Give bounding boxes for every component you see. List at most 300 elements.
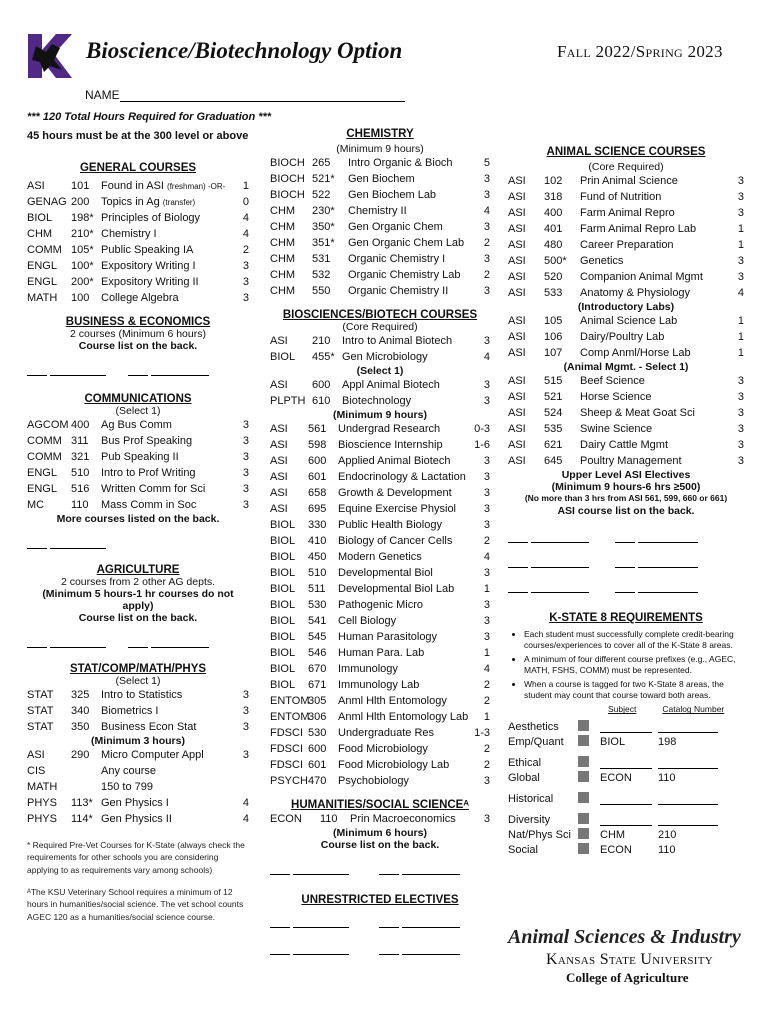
- name-label: NAME: [85, 88, 120, 102]
- course-title: Beef Science: [580, 375, 645, 387]
- course-note: (transfer): [162, 198, 196, 207]
- course-prefix: ASI: [508, 315, 526, 327]
- course-credits: 1: [737, 347, 744, 359]
- kstate8-catalog-number[interactable]: 110: [658, 772, 676, 785]
- course-row: [270, 485, 490, 501]
- course-title: Food Microbiology: [338, 743, 428, 755]
- course-number: 200*: [71, 276, 94, 288]
- course-credits: 3: [737, 391, 744, 403]
- course-row: [270, 501, 490, 517]
- humanities-list-note: Course list on the back.: [320, 839, 440, 851]
- course-row: [270, 549, 490, 565]
- course-prefix: ASI: [508, 347, 526, 359]
- course-number: 522: [312, 189, 331, 201]
- course-row: [508, 373, 744, 389]
- animal-list-note: ASI course list on the back.: [557, 505, 695, 517]
- course-credits: 3: [737, 271, 744, 283]
- course-title: Poultry Management: [580, 455, 682, 467]
- course-row: [27, 178, 249, 194]
- course-title: Any course: [101, 765, 157, 777]
- course-row: [508, 237, 744, 253]
- course-number: 520: [544, 271, 563, 283]
- course-number: 401: [544, 223, 563, 235]
- course-title: Intro to Prof Writing: [101, 467, 196, 479]
- biosciences-select-list: [270, 377, 490, 409]
- course-title: Appl Animal Biotech: [342, 379, 440, 391]
- business-note: 2 courses (Minimum 6 hours): [70, 328, 206, 340]
- course-row: [270, 661, 490, 677]
- name-blank[interactable]: [120, 89, 405, 102]
- department-name: Animal Sciences & Industry: [508, 926, 741, 948]
- kstate8-subject[interactable]: CHM: [600, 829, 626, 842]
- course-title: Swine Science: [580, 423, 653, 435]
- course-prefix: ASI: [270, 439, 288, 451]
- communications-blanks[interactable]: [27, 539, 249, 552]
- course-credits: 3: [483, 189, 490, 201]
- course-title: Public Health Biology: [338, 519, 442, 531]
- course-title: Fund of Nutrition: [580, 191, 662, 203]
- course-credits: 4: [483, 351, 490, 363]
- course-prefix: BIOCH: [270, 173, 305, 185]
- course-prefix: BIOL: [270, 351, 296, 363]
- course-credits: 1-6: [474, 439, 490, 451]
- stat-heading: STAT/COMP/MATH/PHYS: [69, 663, 207, 675]
- kstate8-icon-cell: [578, 843, 600, 857]
- course-prefix: PHYS: [27, 813, 57, 825]
- course-prefix: ASI: [270, 503, 288, 515]
- kstate8-catalog-number[interactable]: 110: [658, 844, 676, 857]
- course-title: [101, 212, 233, 224]
- course-row: [270, 171, 490, 187]
- course-credits: 3: [737, 175, 744, 187]
- general-courses-heading: GENERAL COURSES: [79, 162, 197, 174]
- communications-more: More courses listed on the back.: [56, 513, 220, 525]
- course-credits: 2: [483, 237, 490, 249]
- course-row: [27, 433, 249, 449]
- course-title: Immunology Lab: [338, 679, 420, 691]
- agriculture-min: (Minimum 5 hours-1 hr courses do not apply): [42, 588, 234, 612]
- prevet-footnote: * Required Pre-Vet Courses for K-State (always check the requirements for other schools you are considering applying to as requirements vary among schools): [27, 840, 245, 875]
- kstate8-icon-cell: [578, 756, 600, 770]
- kstate8-area-icon: [578, 735, 589, 746]
- course-number: 521*: [312, 173, 335, 185]
- course-title: Mass Comm in Soc: [101, 499, 197, 511]
- course-title: Farm Animal Repro Lab: [580, 223, 697, 235]
- course-credits: 2: [483, 679, 490, 691]
- animal-core: (Core Required): [588, 161, 664, 173]
- kstate8-icon-cell: [578, 720, 600, 734]
- course-number: 600: [308, 455, 327, 467]
- course-credits: 1-3: [474, 727, 490, 739]
- course-title: Prin Animal Science: [580, 175, 678, 187]
- course-number: 610: [312, 395, 331, 407]
- animal-mgmt-list: [508, 373, 744, 469]
- stat-min: (Minimum 3 hours): [91, 735, 185, 747]
- course-row: [270, 597, 490, 613]
- kstate8-subject[interactable]: [600, 721, 652, 733]
- course-prefix: ASI: [508, 455, 526, 467]
- course-row: [270, 235, 490, 251]
- business-blanks[interactable]: [27, 366, 249, 379]
- course-title: [101, 196, 233, 208]
- course-credits: 4: [483, 551, 490, 563]
- course-title-text: Topics in Ag: [101, 196, 163, 208]
- course-number: 601: [308, 759, 327, 771]
- kstate8-subject[interactable]: ECON: [600, 772, 632, 785]
- course-row: [270, 693, 490, 709]
- university-name: Kansas State University: [546, 951, 714, 968]
- course-prefix: ASI: [508, 175, 526, 187]
- course-row: [270, 203, 490, 219]
- course-row: [270, 757, 490, 773]
- animal-core-list: [508, 173, 744, 301]
- course-prefix: STAT: [27, 721, 54, 733]
- course-prefix: BIOL: [270, 647, 296, 659]
- course-credits: 3: [242, 721, 249, 733]
- course-prefix: ENGL: [27, 467, 57, 479]
- course-row: [27, 449, 249, 465]
- course-prefix: ASI: [508, 223, 526, 235]
- course-title: Intro to Animal Biotech: [342, 335, 453, 347]
- course-credits: 3: [737, 455, 744, 467]
- biosciences-min: (Minimum 9 hours): [333, 409, 427, 421]
- course-title: Gen Biochem: [348, 173, 415, 185]
- kstate8-subject[interactable]: [600, 814, 652, 826]
- course-credits: 3: [242, 435, 249, 447]
- animal-intro-labs: (Introductory Labs): [577, 301, 675, 313]
- course-title: Biometrics I: [101, 705, 159, 717]
- humanities-blanks[interactable]: [270, 865, 490, 878]
- kstate8-catalog-number[interactable]: [658, 757, 718, 769]
- course-title: Anml Hlth Entomology: [338, 695, 447, 707]
- course-prefix: ASI: [270, 335, 288, 347]
- course-title: 150 to 799: [101, 781, 153, 793]
- course-number: 400: [71, 419, 90, 431]
- course-number: 598: [308, 439, 327, 451]
- kstate8-subject[interactable]: [600, 757, 652, 769]
- course-row: [270, 677, 490, 693]
- course-prefix: AGCOM: [27, 419, 69, 431]
- course-number: 311: [71, 435, 89, 447]
- course-number: 530: [308, 599, 327, 611]
- kstate8-catalog-number[interactable]: 198: [658, 736, 677, 749]
- kstate8-subject[interactable]: [600, 793, 652, 805]
- course-prefix: BIOL: [270, 583, 296, 595]
- course-prefix: ENGL: [27, 276, 57, 288]
- course-credits: 3: [737, 407, 744, 419]
- course-title: Equine Exercise Physiol: [338, 503, 457, 515]
- course-row: [27, 811, 249, 827]
- course-credits: 1: [737, 331, 744, 343]
- course-number: 105: [544, 315, 563, 327]
- communications-heading: COMMUNICATIONS: [84, 393, 192, 405]
- course-number: 290: [71, 749, 90, 761]
- biosciences-heading: BIOSCIENCES/BIOTECH COURSES: [282, 309, 478, 321]
- course-credits: 4: [483, 663, 490, 675]
- course-row: [270, 251, 490, 267]
- course-row: [27, 481, 249, 497]
- kstate8-bullet: • A minimum of four different course prefixes (e.g., AGEC, MATH, FSHS, COMM) must be represented.: [524, 654, 744, 676]
- kstate8-icon-cell: [578, 735, 600, 749]
- course-row: [270, 533, 490, 549]
- course-prefix: BIOCH: [270, 157, 305, 169]
- course-row: [508, 437, 744, 453]
- course-prefix: ASI: [270, 379, 288, 391]
- course-prefix: ASI: [270, 423, 288, 435]
- course-credits: 3: [483, 615, 490, 627]
- kstate8-catalog-number[interactable]: [658, 814, 718, 826]
- course-row: [27, 465, 249, 481]
- course-credits: 3: [242, 749, 249, 761]
- course-title-text: College Algebra: [101, 292, 179, 304]
- course-number: 532: [312, 269, 331, 281]
- course-credits: 3: [483, 599, 490, 611]
- course-number: 340: [71, 705, 90, 717]
- course-credits: 2: [483, 743, 490, 755]
- course-title: Organic Chemistry Lab: [348, 269, 461, 281]
- kstate8-area-icon: [578, 756, 589, 767]
- course-number: 550: [312, 285, 331, 297]
- course-number: 500*: [544, 255, 567, 267]
- kstate8-bullet: • When a course is tagged for two K-State 8 areas, the student may count that course toward both areas.: [524, 679, 744, 701]
- course-prefix: CHM: [270, 221, 296, 233]
- course-prefix: ENGL: [27, 483, 57, 495]
- stat-select: (Select 1): [115, 675, 161, 687]
- course-number: 114*: [71, 813, 93, 825]
- course-number: 102: [544, 175, 563, 187]
- unrestricted-blanks-2[interactable]: [270, 945, 490, 958]
- course-prefix: ASI: [508, 407, 526, 419]
- course-number: 601: [308, 471, 327, 483]
- course-row: [27, 242, 249, 258]
- asi-elective-blanks[interactable]: [508, 533, 744, 596]
- course-prefix: CHM: [270, 269, 296, 281]
- course-number: 530: [308, 727, 327, 739]
- course-number: 455*: [312, 351, 335, 363]
- course-prefix: BIOCH: [270, 189, 305, 201]
- general-courses-list: [27, 178, 249, 306]
- course-credits: 3: [737, 207, 744, 219]
- course-credits: 2: [483, 695, 490, 707]
- course-prefix: ASI: [508, 207, 526, 219]
- course-row: [27, 497, 249, 513]
- course-prefix: ASI: [27, 180, 45, 192]
- course-row: [270, 645, 490, 661]
- course-row: [270, 267, 490, 283]
- vet-school-footnote: ᴬThe KSU Veterinary School requires a minimum of 12 hours in humanities/social science. The vet school counts AGEC 120 as a humanities/social science course.: [27, 886, 244, 922]
- kstate8-subject[interactable]: BIOL: [600, 736, 626, 749]
- course-credits: 3: [242, 292, 249, 304]
- course-credits: 3: [483, 813, 490, 825]
- course-number: 535: [544, 423, 563, 435]
- kstate8-subject[interactable]: ECON: [600, 844, 632, 857]
- course-prefix: FDSCI: [270, 727, 303, 739]
- chemistry-min: (Minimum 9 hours): [336, 143, 424, 155]
- course-number: 100*: [71, 260, 94, 272]
- course-credits: 2: [483, 535, 490, 547]
- course-prefix: CHM: [270, 285, 296, 297]
- course-title: Anatomy & Physiology: [580, 287, 691, 299]
- course-credits: 3: [483, 335, 490, 347]
- course-credits: 3: [483, 775, 490, 787]
- course-row: [27, 763, 249, 779]
- course-credits: 3: [737, 375, 744, 387]
- course-row: [27, 258, 249, 274]
- course-title: Undergrad Research: [338, 423, 441, 435]
- course-number: 107: [544, 347, 563, 359]
- course-number: 110: [71, 499, 89, 511]
- course-number: 645: [544, 455, 563, 467]
- course-row: [270, 155, 490, 171]
- course-title: Farm Animal Repro: [580, 207, 675, 219]
- course-title: Developmental Biol: [338, 567, 433, 579]
- agriculture-blanks[interactable]: [27, 638, 249, 651]
- page-title: Bioscience/Biotechnology Option: [86, 38, 403, 63]
- course-title: Sheep & Meat Goat Sci: [580, 407, 695, 419]
- course-prefix: GENAG: [27, 196, 67, 208]
- course-title: Chemistry II: [348, 205, 407, 217]
- course-row: [270, 283, 490, 299]
- course-row: [270, 613, 490, 629]
- course-number: 198*: [71, 212, 94, 224]
- course-credits: 3: [483, 567, 490, 579]
- name-field[interactable]: [85, 88, 405, 102]
- course-number: 545: [308, 631, 327, 643]
- course-number: 210: [312, 335, 331, 347]
- kstate8-area: Nat/Phys Sci: [508, 829, 571, 842]
- unrestricted-blanks-1[interactable]: [270, 918, 490, 931]
- course-title: Human Para. Lab: [338, 647, 425, 659]
- course-credits: 3: [737, 255, 744, 267]
- course-row: [270, 629, 490, 645]
- kstate8-catalog-number[interactable]: 210: [658, 829, 677, 842]
- course-credits: 1: [483, 647, 490, 659]
- kstate8-area-icon: [578, 771, 589, 782]
- course-title-text: Chemistry I: [101, 228, 157, 240]
- course-title: Prin Macroeconomics: [350, 813, 456, 825]
- kstate8-area: Diversity: [508, 814, 551, 827]
- animal-mgmt: (Animal Mgmt. - Select 1): [563, 361, 689, 373]
- course-title-text: Found in ASI: [101, 180, 168, 192]
- course-title: Gen Physics II: [101, 813, 172, 825]
- course-number: 113*: [71, 797, 93, 809]
- course-number: 515: [544, 375, 563, 387]
- course-credits: 3: [483, 455, 490, 467]
- course-title: Business Econ Stat: [101, 721, 197, 733]
- course-number: 600: [308, 743, 327, 755]
- course-prefix: ASI: [508, 331, 526, 343]
- course-number: 671: [308, 679, 327, 691]
- course-credits: 1: [737, 315, 744, 327]
- course-credits: 4: [242, 228, 249, 240]
- course-prefix: ENTOM: [270, 695, 310, 707]
- course-row: [27, 274, 249, 290]
- kstate8-icon-cell: [578, 792, 600, 806]
- course-number: 210*: [71, 228, 94, 240]
- course-number: 106: [544, 331, 563, 343]
- course-number: 321: [71, 451, 90, 463]
- course-row: [508, 453, 744, 469]
- unrestricted-heading: UNRESTRICTED ELECTIVES: [301, 894, 459, 906]
- course-number: 350*: [312, 221, 335, 233]
- course-prefix: BIOL: [270, 615, 296, 627]
- course-row: [508, 421, 744, 437]
- course-row: [270, 453, 490, 469]
- course-prefix: ASI: [508, 239, 526, 251]
- course-credits: 3: [483, 631, 490, 643]
- kstate8-area: Global: [508, 772, 540, 785]
- kstate8-area-icon: [578, 843, 589, 854]
- course-prefix: ENTOM: [270, 711, 310, 723]
- course-row: [27, 747, 249, 763]
- course-credits: 1: [483, 583, 490, 595]
- kstate8-catalog-number[interactable]: [658, 721, 718, 733]
- course-prefix: ASI: [508, 423, 526, 435]
- course-title: Immunology: [338, 663, 398, 675]
- course-credits: 1: [737, 239, 744, 251]
- course-row: [508, 405, 744, 421]
- course-prefix: BIOL: [270, 535, 296, 547]
- course-number: 325: [71, 689, 90, 701]
- course-title: Intro to Statistics: [101, 689, 183, 701]
- course-prefix: MATH: [27, 781, 58, 793]
- k-state-wildcat-logo: [24, 30, 76, 82]
- course-row: [508, 329, 744, 345]
- course-credits: 3: [242, 689, 249, 701]
- course-credits: 3: [737, 423, 744, 435]
- course-title: Organic Chemistry II: [348, 285, 449, 297]
- course-prefix: COMM: [27, 244, 62, 256]
- course-row: [508, 313, 744, 329]
- course-prefix: ECON: [270, 813, 302, 825]
- course-row: [270, 709, 490, 725]
- course-row: [270, 349, 490, 365]
- course-prefix: STAT: [27, 705, 54, 717]
- kstate8-area: Ethical: [508, 757, 542, 770]
- course-number: 318: [544, 191, 563, 203]
- course-title: Psychobiology: [338, 775, 409, 787]
- course-title: Growth & Development: [338, 487, 452, 499]
- course-prefix: BIOL: [270, 679, 296, 691]
- course-number: 105*: [71, 244, 94, 256]
- course-row: [270, 469, 490, 485]
- course-prefix: BIOL: [270, 567, 296, 579]
- course-credits: 1: [737, 223, 744, 235]
- course-credits: 0: [242, 196, 249, 208]
- course-title: Animal Science Lab: [580, 315, 678, 327]
- agriculture-note: 2 courses from 2 other AG depts.: [60, 576, 216, 588]
- course-prefix: ASI: [270, 471, 288, 483]
- course-row: [508, 269, 744, 285]
- course-credits: 1: [242, 180, 249, 192]
- course-title: Gen Organic Chem Lab: [348, 237, 465, 249]
- course-credits: 4: [737, 287, 744, 299]
- course-title-text: Public Speaking IA: [101, 244, 194, 256]
- course-title: Applied Animal Biotech: [338, 455, 451, 467]
- term-label: Fall 2022/Spring 2023: [557, 42, 723, 61]
- course-number: 531: [312, 253, 331, 265]
- course-prefix: STAT: [27, 689, 54, 701]
- course-prefix: ASI: [508, 191, 526, 203]
- biosciences-core-list: [270, 333, 490, 365]
- course-credits: 1: [483, 711, 490, 723]
- course-title: Intro Organic & Bioch: [348, 157, 453, 169]
- course-row: [270, 725, 490, 741]
- kstate8-catalog-number[interactable]: [658, 793, 718, 805]
- course-title: [101, 276, 233, 288]
- kstate8-heading: K-STATE 8 REQUIREMENTS: [549, 612, 703, 624]
- course-prefix: PLPTH: [270, 395, 306, 407]
